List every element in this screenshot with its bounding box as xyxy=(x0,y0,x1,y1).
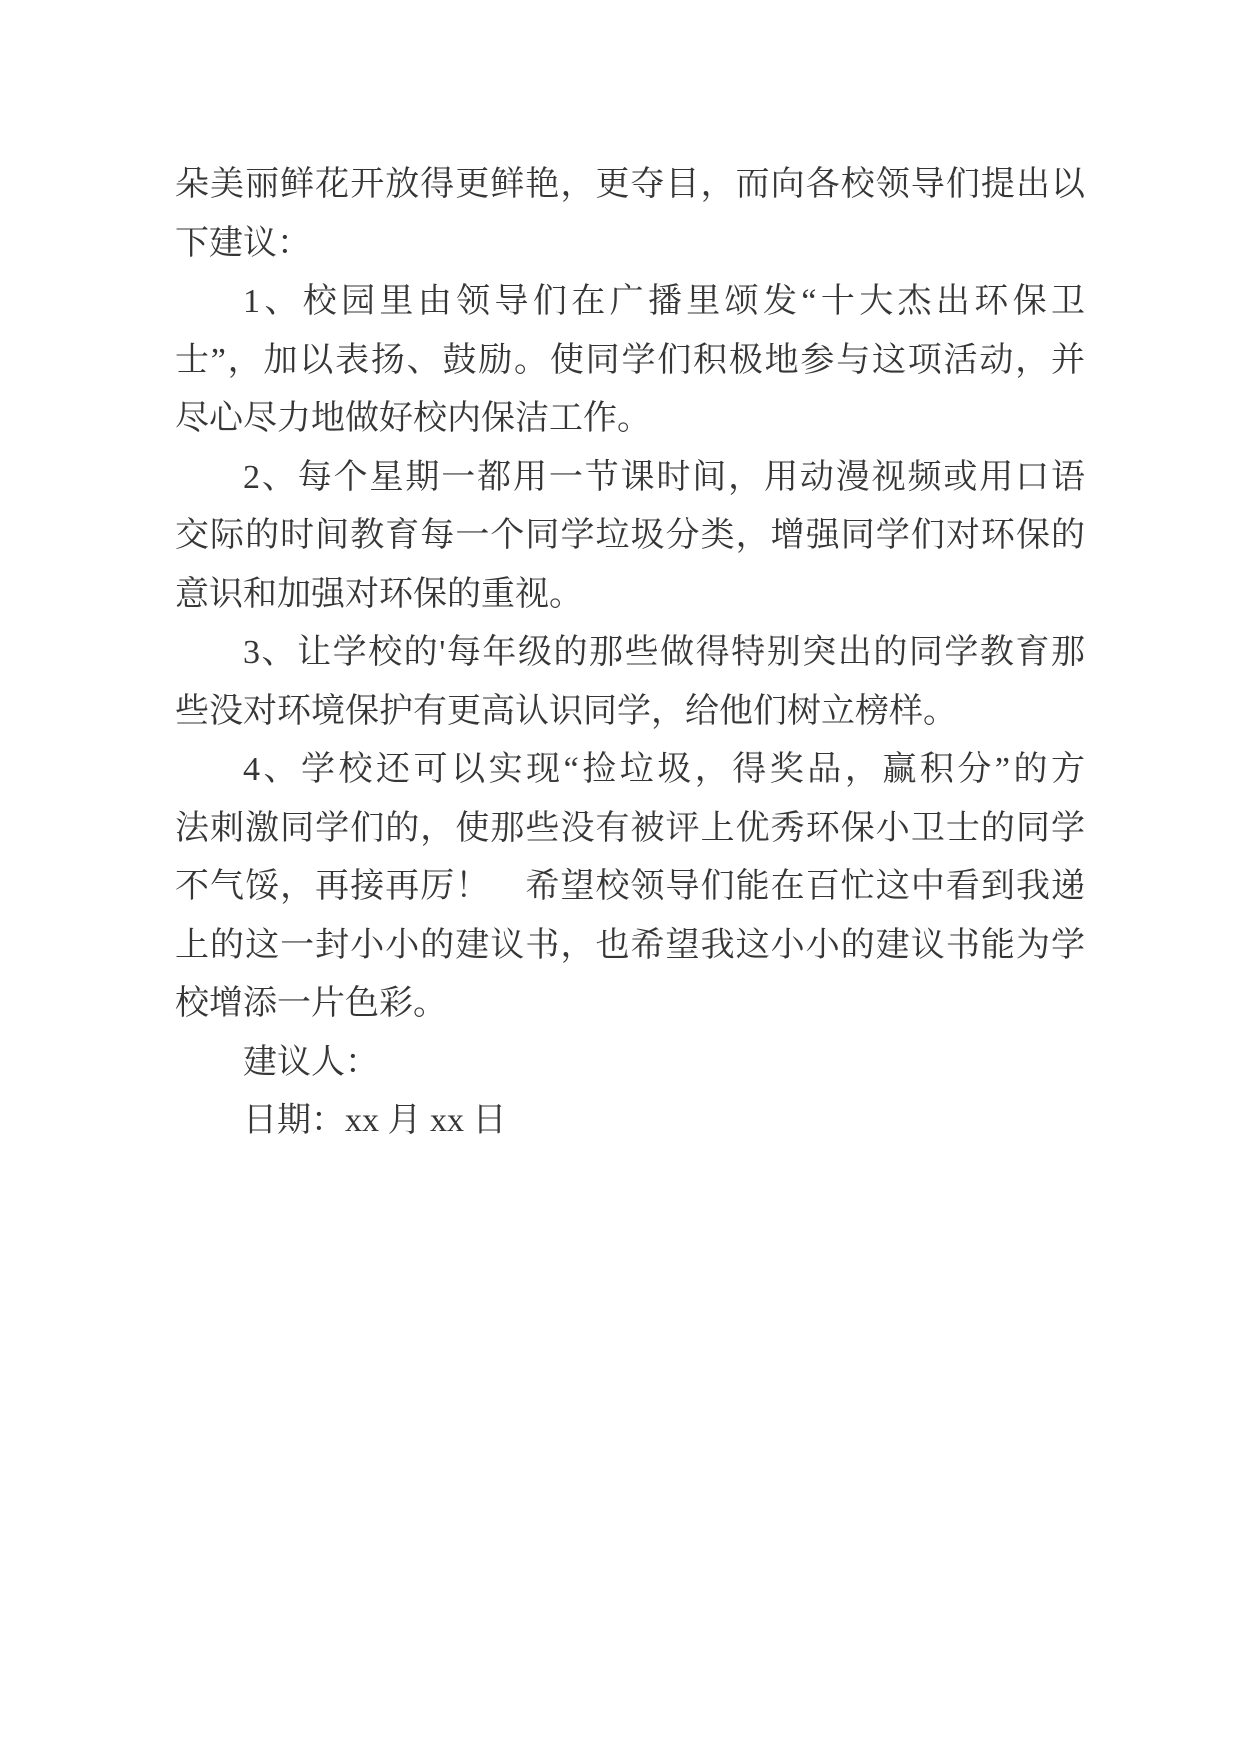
text-line-p2-l3: 尽心尽力地做好校内保洁工作。 xyxy=(175,400,651,437)
text-line-p5-l5: 校增添一片色彩。 xyxy=(175,985,447,1022)
text-line-p4-l2: 些没对环境保护有更高认识同学，给他们树立榜样。 xyxy=(175,692,957,730)
text-line-p1-l2: 下建议： xyxy=(175,224,311,262)
text-line-p3-l1: 2、每个星期一都用一节课时间，用动漫视频或用口语 xyxy=(243,458,1085,496)
text-line-p5-l3: 不气馁，再接再厉！ 希望校领导们能在百忙这中看到我递 xyxy=(175,868,1085,905)
text-line-p2-l2: 士”，加以表扬、鼓励。使同学们积极地参与这项活动，并 xyxy=(175,341,1085,379)
text-line-p1-l1: 朵美丽鲜花开放得更鲜艳，更夺目，而向各校领导们提出以 xyxy=(175,166,1085,203)
document-body xyxy=(175,156,1085,1151)
text-line-p6-l1: 建议人： xyxy=(243,1043,379,1081)
text-line-p5-l1: 4、学校还可以实现“捡垃圾，得奖品，赢积分”的方 xyxy=(243,751,1085,788)
text-line-p4-l1: 3、让学校的'每年级的那些做得特别突出的同学教育那 xyxy=(243,634,1085,671)
text-line-p2-l1: 1、校园里由领导们在广播里颂发“十大杰出环保卫 xyxy=(243,283,1085,320)
text-line-p5-l2: 法刺激同学们的，使那些没有被评上优秀环保小卫士的同学 xyxy=(175,809,1085,847)
text-line-p3-l3: 意识和加强对环保的重视。 xyxy=(175,575,583,613)
text-line-p5-l4: 上的这一封小小的建议书，也希望我这小小的建议书能为学 xyxy=(175,926,1085,964)
text-line-p3-l2: 交际的时间教育每一个同学垃圾分类，增强同学们对环保的 xyxy=(175,517,1085,554)
text-line-p7-l1: 日期：xx 月 xx 日 xyxy=(243,1102,507,1139)
